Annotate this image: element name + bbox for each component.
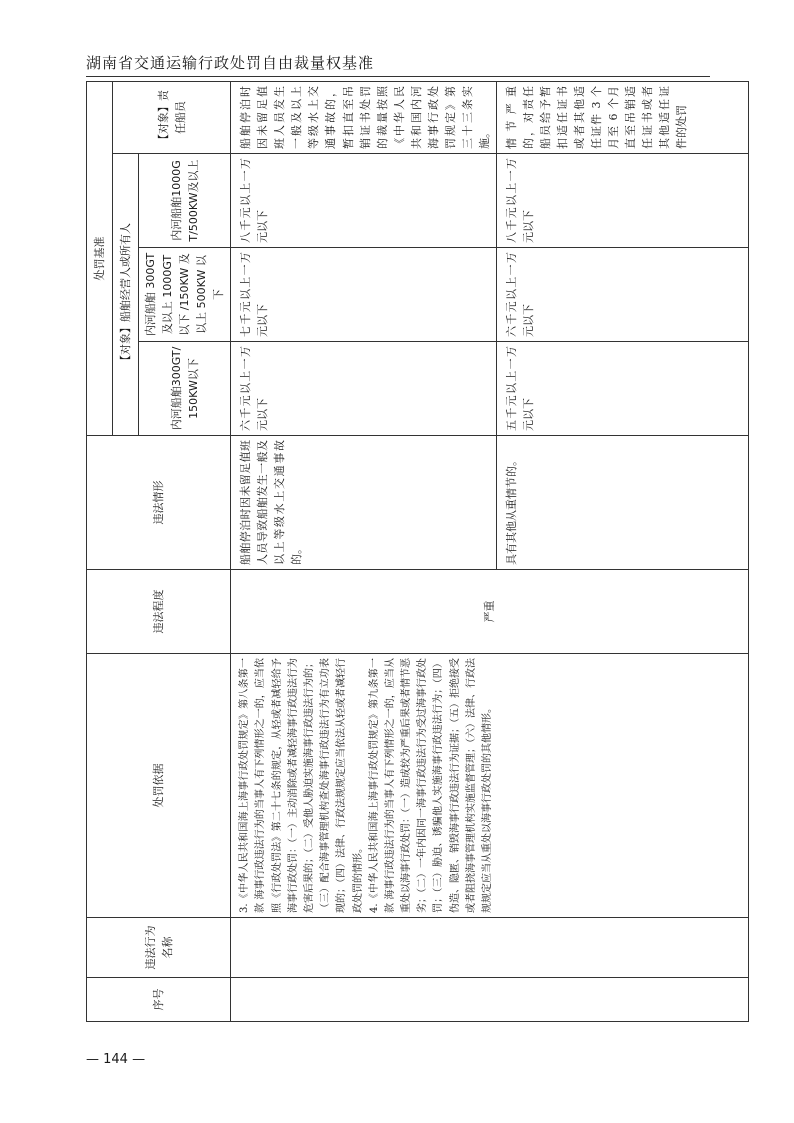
cell-violation-name [231, 918, 749, 978]
page-number: — 144 — [86, 1052, 146, 1067]
header-col-small: 内河船舶300GT/150KW以下 [139, 342, 231, 436]
header-standard: 处罚基准 [87, 82, 113, 436]
header-seq: 序号 [87, 978, 231, 1022]
cell-crew-2: 情节严重的，对责任船员给予暂扣适任证书或者其他适任证件 3 个月至 6 个月直至吊销适任证书或者其他适任证件的处罚 [496, 82, 748, 154]
cell-seq [231, 978, 749, 1022]
cell-small-1: 六千元以上一万元以下 [231, 342, 497, 436]
header-divider [86, 76, 710, 77]
cell-basis [231, 654, 749, 918]
header-violation-name: 违法行为名称 [87, 918, 231, 978]
header-col-mid: 内河船舶 300GT 及以上 1000GT 以下 /150KW 及以上 500KW 以下 [139, 248, 231, 342]
basis-paragraph-4: 4.《中华人民共和国海上海事行政处罚规定》第九条第一款 海事行政违法行为的当事人有下列情形之一的，应当从重处以海事行政处罚：（一）造成较为严重后果或者情节恶劣；（二）一年内因同一海事行政违法行为受过海事行政处罚；（三）胁迫、诱骗他人实施海事行政违法行为；（四）伪造、隐匿、销毁海事行政违法行为证据；（五）拒绝接受或者阻挠海事管理机构实施监督管理；（六）法律、行政法规规定应当从重处以海事行政处罚的其他情形。 [368, 658, 494, 913]
basis-paragraph-3: 3.《中华人民共和国海上海事行政处罚规定》第八条第一款 海事行政违法行为的当事人有下列情形之一的，应当依照《行政处罚法》第二十七条的规定，从轻或者减轻给予海事行政处罚：（一）主动消除或者减轻海事行政违法行为危害后果的；（二）受他人胁迫实施海事行政违法行为的；（三）配合海事管理机构查处海事行政违法行为有立功表现的；（四）法律、行政法规规定应当依法从轻或者减轻行政处罚的情形。 [239, 658, 364, 913]
cell-mid-1: 七千元以上一万元以下 [231, 248, 497, 342]
cell-large-2: 八千元以上一万元以下 [496, 154, 748, 248]
rotated-table-container [86, 82, 710, 1022]
cell-mid-2: 六千元以上一万元以下 [496, 248, 748, 342]
header-level: 违法程度 [87, 570, 231, 654]
cell-situation-2: 具有其他从重情节的。 [496, 436, 748, 570]
header-object-owner: 【对象】船舶经营人或所有人 [113, 154, 139, 436]
header-situation: 违法情形 [87, 436, 231, 570]
cell-level: 严重 [231, 570, 749, 654]
cell-crew-1: 船舶停泊时因未留足值班人员发生一般及以上等级水上交通事故的，暂扣直至吊销证书处罚的裁量按照《中华人民共和国内河海事行政处罚规定》第三十三条实施。 [231, 82, 497, 154]
header-object-crew: 【对象】责任船员 [113, 82, 231, 154]
page-header-title: 湖南省交通运输行政处罚自由裁量权基准 [86, 54, 375, 72]
header-col-large: 内河船舶1000GT/500KW及以上 [139, 154, 231, 248]
header-basis: 处罚依据 [87, 654, 231, 918]
cell-large-1: 八千元以上一万元以下 [231, 154, 497, 248]
cell-small-2: 五千元以上一万元以下 [496, 342, 748, 436]
cell-situation-1: 船舶停泊时因未留足值班人员导致船舶发生一般及以上等级水上交通事故的。 [231, 436, 497, 570]
penalty-standard-table [86, 81, 749, 1022]
